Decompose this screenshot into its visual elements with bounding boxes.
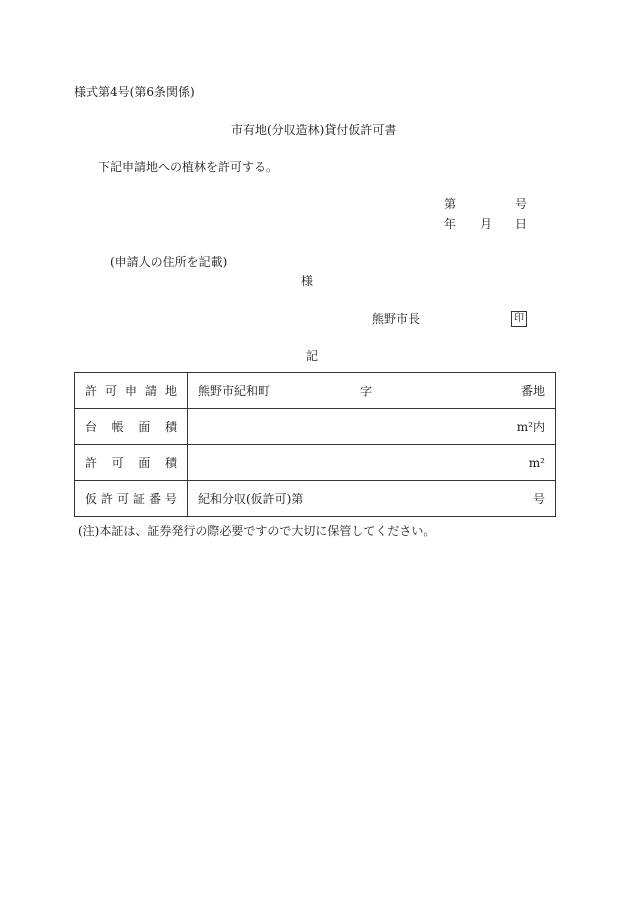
- label-char: 請: [144, 384, 157, 398]
- row-value: [188, 481, 556, 517]
- value-left: 熊野市紀和町: [198, 384, 271, 398]
- label-char: 帳: [111, 420, 124, 434]
- ki-heading: 記: [306, 349, 319, 363]
- label-char: 許: [100, 492, 113, 506]
- label-char: 許: [85, 384, 98, 398]
- label-char: 証: [132, 492, 145, 506]
- applicant-address-note: (申請人の住所を記載): [110, 255, 228, 269]
- label-text: [85, 454, 177, 471]
- value-right: m²: [528, 455, 545, 470]
- value-right: 番地: [520, 384, 545, 398]
- label-char: 仮: [85, 492, 98, 506]
- issuer-name: 熊野市長: [372, 312, 421, 326]
- document-title: 市有地(分収造林)貸付仮許可書: [231, 123, 397, 137]
- label-char: 可: [111, 456, 124, 470]
- row-value: [188, 445, 556, 481]
- value-mid: 字: [360, 384, 373, 398]
- label-char: 可: [104, 384, 117, 398]
- honorific-sama: 様: [301, 274, 314, 288]
- value-right: m²内: [516, 420, 545, 434]
- label-char: 積: [164, 420, 177, 434]
- label-char: 可: [116, 492, 129, 506]
- label-char: 号: [164, 492, 177, 506]
- date-month: 月: [480, 217, 493, 231]
- label-char: 台: [85, 420, 98, 434]
- label-char: 申: [124, 384, 137, 398]
- table-row: [75, 445, 556, 481]
- row-value: [188, 409, 556, 445]
- label-text: [85, 490, 177, 507]
- label-char: 面: [138, 420, 151, 434]
- row-label: [75, 445, 188, 481]
- row-value: [188, 373, 556, 409]
- label-text: [85, 382, 177, 399]
- value-right: 号: [532, 492, 545, 506]
- label-char: 面: [138, 456, 151, 470]
- table-row: [75, 373, 556, 409]
- label-char: 番: [148, 492, 161, 506]
- label-char: 積: [164, 456, 177, 470]
- number-suffix: 号: [515, 197, 528, 211]
- row-label: [75, 373, 188, 409]
- value-left: 紀和分収(仮許可)第: [198, 492, 304, 506]
- table-row: [75, 409, 556, 445]
- row-label: [75, 409, 188, 445]
- label-text: [85, 418, 177, 435]
- row-label: [75, 481, 188, 517]
- label-char: 許: [85, 456, 98, 470]
- seal-stamp: 印: [511, 311, 527, 327]
- footnote: (注)本証は、証券発行の際必要ですので大切に保管してください。: [78, 524, 436, 538]
- date-day: 日: [515, 217, 528, 231]
- date-year: 年: [444, 217, 457, 231]
- label-char: 地: [164, 384, 177, 398]
- number-prefix: 第: [444, 197, 457, 211]
- form-number: 様式第4号(第6条関係): [74, 85, 195, 99]
- permit-statement: 下記申請地への植林を許可する。: [98, 160, 279, 174]
- table-row: [75, 481, 556, 517]
- permit-details-table: [74, 372, 556, 517]
